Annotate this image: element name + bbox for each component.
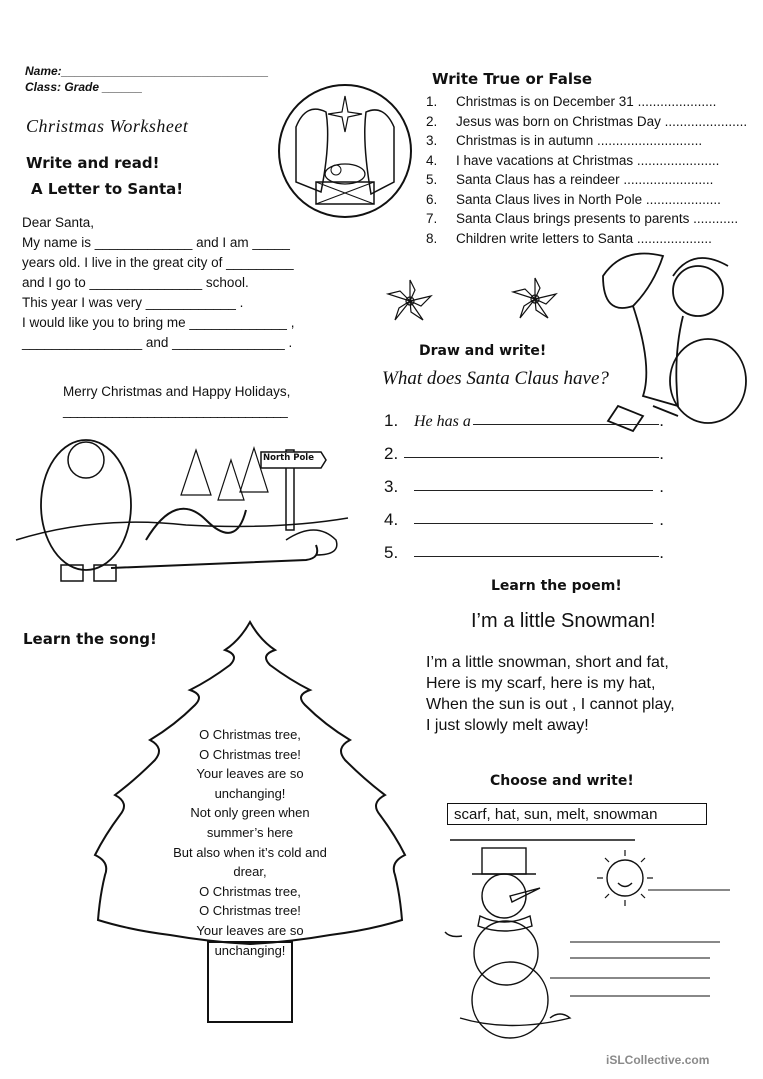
site-watermark: iSLCollective.com	[606, 1053, 710, 1067]
lyric-line: But also when it’s cold and	[173, 844, 327, 860]
answer-row: 2. .	[384, 444, 664, 463]
choose-write-heading: Choose and write!	[490, 773, 634, 789]
lyric-line: unchanging!	[214, 942, 286, 958]
answer-row: 4. .	[384, 510, 664, 529]
santa-sleigh-image	[16, 420, 348, 600]
poinsettia-image	[510, 276, 560, 322]
name-field-label: Name:_______________________________	[25, 64, 269, 78]
lyric-line: unchanging!	[214, 785, 286, 801]
list-item: 4. I have vacations at Christmas ......................	[426, 152, 720, 168]
letter-closing: Merry Christmas and Happy Holidays,	[63, 384, 291, 399]
worksheet-title: Christmas Worksheet	[26, 116, 189, 136]
list-item: 5. Santa Claus has a reindeer ........................	[426, 172, 714, 187]
snowman-image	[440, 828, 740, 1028]
lyric-line: Your leaves are so	[196, 766, 304, 782]
answer-row: 5. .	[384, 543, 664, 562]
lyric-line: O Christmas tree!	[199, 903, 301, 919]
poem-line: I’m a little snowman, short and fat,	[426, 654, 669, 671]
letter-line: ________________ and _______________ .	[22, 335, 293, 350]
list-item: 8. Children write letters to Santa ....................	[426, 230, 712, 246]
signature-line: ________________________________	[63, 403, 288, 418]
letter-line: Dear Santa,	[22, 215, 95, 230]
draw-write-heading: Draw and write!	[419, 343, 547, 359]
list-item: 3. Christmas is in autumn ............................	[426, 133, 703, 148]
letter-body	[22, 213, 294, 353]
song-heading: Learn the song!	[23, 630, 157, 648]
poem-body	[426, 652, 675, 736]
letter-heading-santa: A Letter to Santa!	[31, 180, 184, 198]
answer-row: 3. .	[384, 477, 664, 496]
letter-heading-write-read: Write and read!	[26, 154, 160, 172]
list-item: 7. Santa Claus brings presents to parents ............	[426, 211, 739, 226]
poem-title: I’m a little Snowman!	[471, 610, 656, 632]
draw-write-question: What does Santa Claus have?	[382, 368, 609, 389]
letter-line: and I go to _______________ school.	[22, 275, 249, 290]
letter-line: I would like you to bring me _____________ ,	[22, 315, 295, 330]
lyric-line: O Christmas tree,	[199, 883, 301, 899]
song-lyrics	[140, 725, 360, 960]
letter-line: years old. I live in the great city of _________	[22, 255, 294, 270]
poem-line: I just slowly melt away!	[426, 717, 589, 734]
lyric-line: Your leaves are so	[196, 922, 304, 938]
true-false-heading: Write True or False	[432, 70, 593, 88]
poem-line: When the sun is out , I cannot play,	[426, 696, 675, 713]
north-pole-sign: North Pole	[263, 453, 314, 463]
lyric-line: O Christmas tree,	[199, 727, 301, 742]
lyric-line: O Christmas tree!	[199, 746, 301, 762]
true-false-list	[426, 92, 747, 248]
lyric-line: summer’s here	[206, 824, 294, 840]
class-field-label: Class: Grade ______	[25, 80, 143, 94]
poem-heading: Learn the poem!	[491, 578, 622, 594]
draw-write-answers	[384, 398, 664, 563]
poinsettia-image	[385, 278, 435, 324]
list-item: 6. Santa Claus lives in North Pole ....................	[426, 191, 721, 207]
answer-row: 1. He has a .	[384, 411, 664, 430]
poem-line: Here is my scarf, here is my hat,	[426, 675, 656, 692]
nativity-image	[276, 82, 414, 220]
list-item: 2. Jesus was born on Christmas Day ......................	[426, 113, 748, 129]
letter-line: My name is _____________ and I am _____	[22, 235, 290, 250]
lyric-line: Not only green when	[190, 805, 310, 821]
word-bank: scarf, hat, sun, melt, snowman	[447, 803, 707, 825]
lyric-line: drear,	[233, 864, 267, 880]
list-item: 1. Christmas is on December 31 .....................	[426, 94, 717, 109]
letter-line: This year I was very ____________ .	[22, 295, 244, 310]
